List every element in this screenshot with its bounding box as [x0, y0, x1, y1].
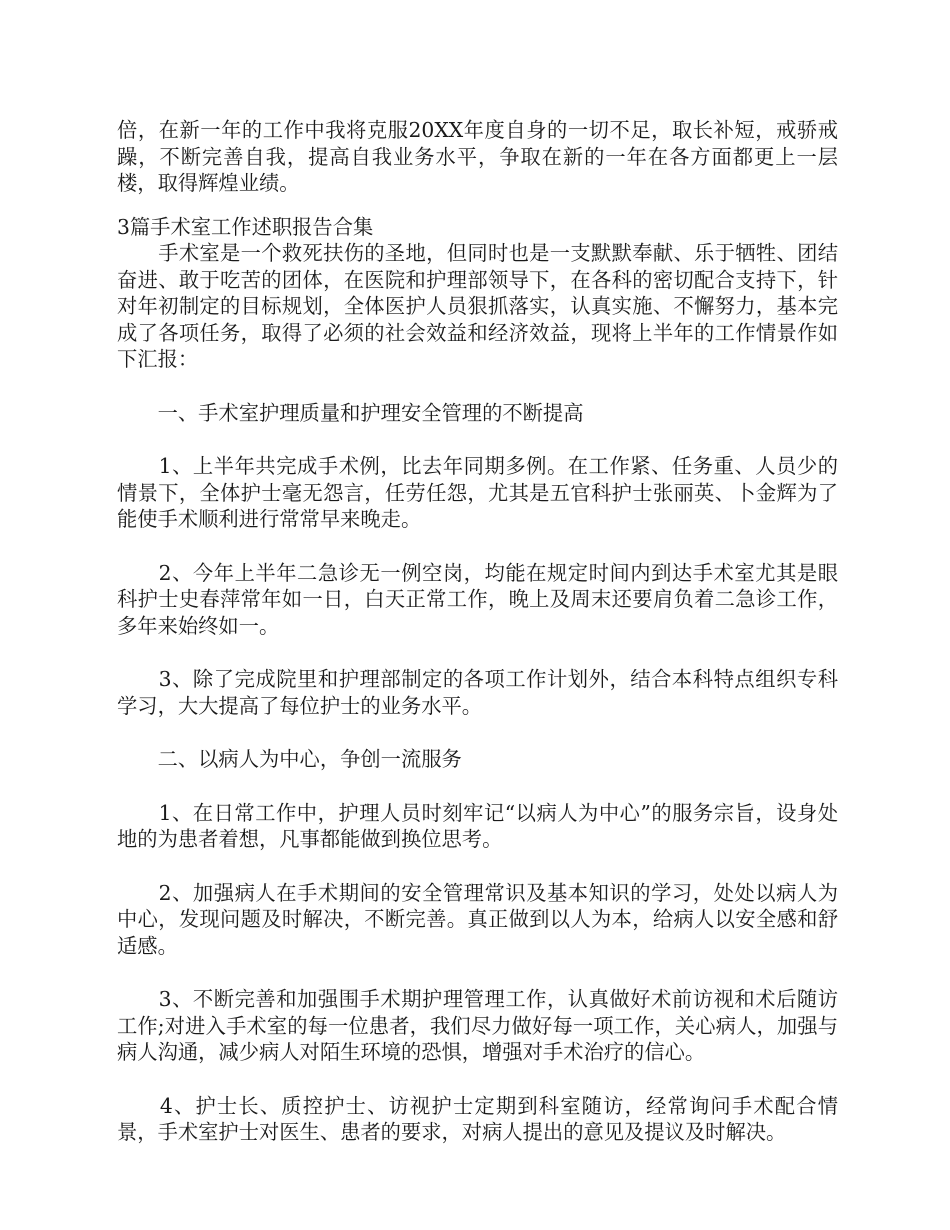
spacer [117, 639, 838, 666]
spacer [117, 373, 838, 400]
intro-continuation-paragraph: 倍，在新一年的工作中我将克服20XX年度自身的一切不足，取长补短，戒骄戒躁，不断完善自我，提高自我业务水平，争取在新的一年在各方面都更上一层楼，取得辉煌业绩。 [117, 118, 838, 195]
spacer [117, 853, 838, 880]
section-1-item-3: 3、除了完成院里和护理部制定的各项工作计划外，结合本科特点组织专科学习，大大提高了每位护士的业务水平。 [117, 667, 838, 718]
spacer [117, 1066, 838, 1093]
spacer [117, 959, 838, 986]
section-2-item-1: 1、在日常工作中，护理人员时刻牢记“以病人为中心”的服务宗旨，设身处地的为患者着想，凡事都能做到换位思考。 [117, 800, 838, 851]
spacer [117, 533, 838, 560]
section-2-item-3: 3、不断完善和加强围手术期护理管理工作，认真做好术前访视和术后随访工作;对进入手术室的每一位患者，我们尽力做好每一项工作，关心病人，加强与病人沟通，减少病人对陌生环境的恐惧，增强对手术治疗的信心。 [117, 987, 838, 1064]
document-heading: 3篇手术室工作述职报告合集 [117, 214, 374, 239]
spacer [117, 773, 838, 800]
section-1-item-2: 2、今年上半年二急诊无一例空岗，均能在规定时间内到达手术室尤其是眼科护士史春萍常年如一日，白天正常工作，晚上及周末还要肩负着二急诊工作，多年来始终如一。 [117, 560, 838, 638]
section-2-item-2: 2、加强病人在手术期间的安全管理常识及基本知识的学习，处处以病人为中心，发现问题及时解决，不断完善。真正做到以人为本，给病人以安全感和舒适感。 [117, 880, 838, 958]
spacer [117, 426, 838, 453]
spacer [117, 719, 838, 746]
section-1-item-1: 1、上半年共完成手术例，比去年同期多例。在工作紧、任务重、人员少的情景下，全体护士毫无怨言，任劳任怨，尤其是五官科护士张丽英、卜金辉为了能使手术顺利进行常常早来晚走。 [117, 454, 838, 531]
spacer [117, 197, 838, 214]
section-1-title: 一、手术室护理质量和护理安全管理的不断提高 [117, 400, 584, 425]
section-2-item-4: 4、护士长、质控护士、访视护士定期到科室随访，经常询问手术配合情景，手术室护士对医生、患者的要求，对病人提出的意见及提议及时解决。 [117, 1093, 838, 1144]
opening-paragraph: 手术室是一个救死扶伤的圣地，但同时也是一支默默奉献、乐于牺牲、团结奋进、敢于吃苦的团体，在医院和护理部领导下，在各科的密切配合支持下，针对年初制定的目标规划，全体医护人员狠抓落实，认真实施、不懈努力，基本完成了各项任务，取得了必须的社会效益和经济效益，现将上半年的工作情景作如下汇报： [117, 241, 838, 371]
document-page [117, 117, 838, 1146]
section-2-title: 二、以病人为中心，争创一流服务 [117, 747, 462, 771]
